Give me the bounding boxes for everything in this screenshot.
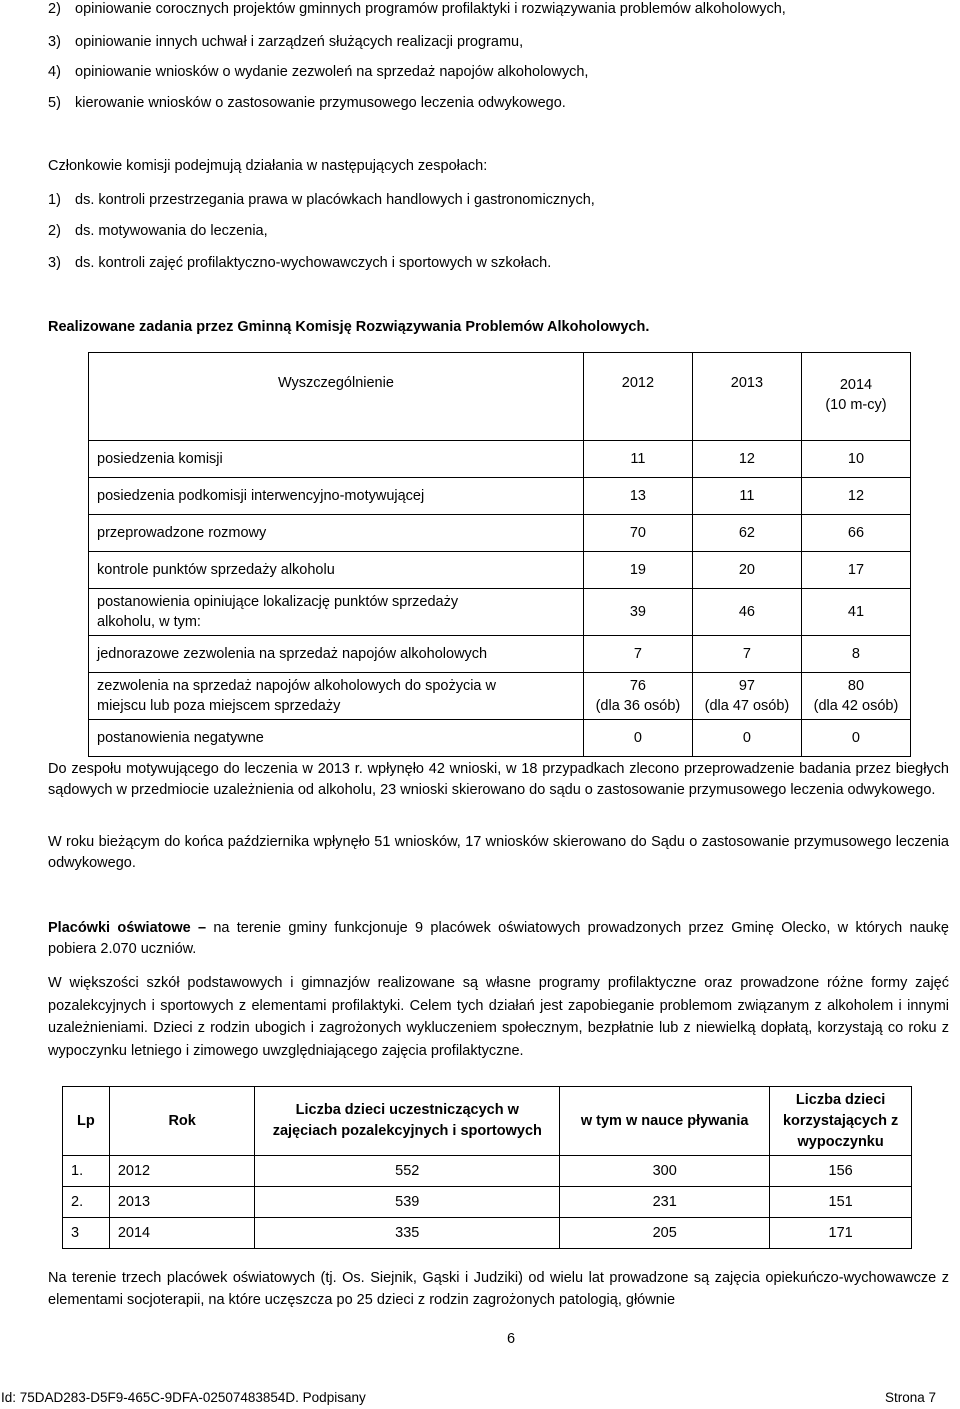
table-row: 3 2014 335 205 171 bbox=[63, 1218, 912, 1249]
table-header-row bbox=[89, 353, 911, 441]
team-item: 3) ds. kontroli zajęć profilaktyczno-wychowawczych i sportowych w szkołach. bbox=[48, 255, 552, 271]
list-item: 2) opiniowanie corocznych projektów gminnych programów profilaktyki i rozwiązywania problemów alkoholowych, bbox=[48, 1, 786, 17]
table1-title: Realizowane zadania przez Gminną Komisję Rozwiązywania Problemów Alkoholowych. bbox=[48, 319, 650, 335]
children-table bbox=[62, 1086, 912, 1249]
activities-table bbox=[88, 352, 911, 757]
table-header-row: Lp Rok Liczba dzieci uczestniczących w zajęciach pozalekcyjnych i sportowych w tym w nauce pływania Liczba dzieci korzystających z wypoczynku bbox=[63, 1087, 912, 1156]
list-item: 3) opiniowanie innych uchwał i zarządzeń służących realizacji programu, bbox=[48, 34, 524, 50]
footer-page: Strona 7 bbox=[884, 1390, 936, 1405]
table-row: przeprowadzone rozmowy 70 62 66 bbox=[89, 515, 911, 552]
team-item: 2) ds. motywowania do leczenia, bbox=[48, 223, 268, 239]
paragraph: Na terenie trzech placówek oświatowych (tj. Os. Siejnik, Gąski i Judziki) od wielu lat prowadzone są zajęcia opiekuńczo-wychowawcze z elementami socjoterapii, na które uczęszcza po 25 dzieci z rodzin zagrożonych patologią, głównie bbox=[48, 1270, 949, 1308]
table-row: posiedzenia podkomisji interwencyjno-motywującej 13 11 12 bbox=[89, 478, 911, 515]
teams-intro: Członkowie komisji podejmują działania w następujących zespołach: bbox=[48, 158, 488, 174]
header-label: Wyszczególnienie bbox=[89, 353, 584, 441]
paragraph: W większości szkół podstawowych i gimnazjów realizowane są własne programy profilaktyczne oraz prowadzone różne formy zajęć pozalekcyjnych i sportowych z elementami profilaktyki. Celem tych działań jest zapobieganie problemom związanym z alkoholem i innymi uzależnieniami. Dzieci z rodzin ubogich i zagrożonych wykluczeniem społecznym, bezpłatnie lub z niewielką dopłatą, korzystają co roku z wypoczynku letniego i zimowego uwzględniającego zajęcia profilaktyczne. bbox=[48, 975, 949, 1059]
paragraph: W roku bieżącym do końca października wpłynęło 51 wniosków, 17 wniosków skierowano do Sądu o zastosowanie przymusowego leczenia odwykowego. bbox=[48, 834, 949, 871]
header-2014: 2014 (10 m-cy) bbox=[801, 353, 910, 441]
paragraph: Placówki oświatowe – na terenie gminy funkcjonuje 9 placówek oświatowych prowadzonych przez Gminę Olecko, w których naukę pobiera 2.070 uczniów. bbox=[48, 920, 949, 957]
page-number: 6 bbox=[506, 1331, 516, 1347]
header-2012: 2012 bbox=[583, 353, 692, 441]
list-item: 5) kierowanie wniosków o zastosowanie przymusowego leczenia odwykowego. bbox=[48, 95, 566, 111]
paragraph: Do zespołu motywującego do leczenia w 2013 r. wpłynęło 42 wnioski, w 18 przypadkach zlecono przeprowadzenie badania przez biegłych sądowych w przedmiocie uzależnienia od alkoholu, 23 wnioski skierowano do sądu o zastosowanie przymusowego leczenia odwykowego. bbox=[48, 761, 949, 798]
table-row: postanowienia negatywne 0 0 0 bbox=[89, 720, 911, 757]
table-row: posiedzenia komisji 11 12 10 bbox=[89, 441, 911, 478]
table-row: kontrole punktów sprzedaży alkoholu 19 20 17 bbox=[89, 552, 911, 589]
list-item: 4) opiniowanie wniosków o wydanie zezwoleń na sprzedaż napojów alkoholowych, bbox=[48, 64, 589, 80]
footer-id: Id: 75DAD283-D5F9-465C-9DFA-02507483854D. Podpisany bbox=[1, 1390, 366, 1405]
table-row: 1. 2012 552 300 156 bbox=[63, 1156, 912, 1187]
team-item: 1) ds. kontroli przestrzegania prawa w placówkach handlowych i gastronomicznych, bbox=[48, 192, 595, 208]
header-2013: 2013 bbox=[692, 353, 801, 441]
table-row: jednorazowe zezwolenia na sprzedaż napojów alkoholowych 7 7 8 bbox=[89, 636, 911, 673]
table-row: 2. 2013 539 231 151 bbox=[63, 1187, 912, 1218]
table-row: postanowienia opiniujące lokalizację punktów sprzedaży alkoholu, w tym: 39 46 41 bbox=[89, 589, 911, 636]
table-row: zezwolenia na sprzedaż napojów alkoholowych do spożycia w miejscu lub poza miejscem sprzedaży 76 (dla 36 osób) 97 (dla 47 osób) 80 (dla 42 osób) bbox=[89, 673, 911, 720]
